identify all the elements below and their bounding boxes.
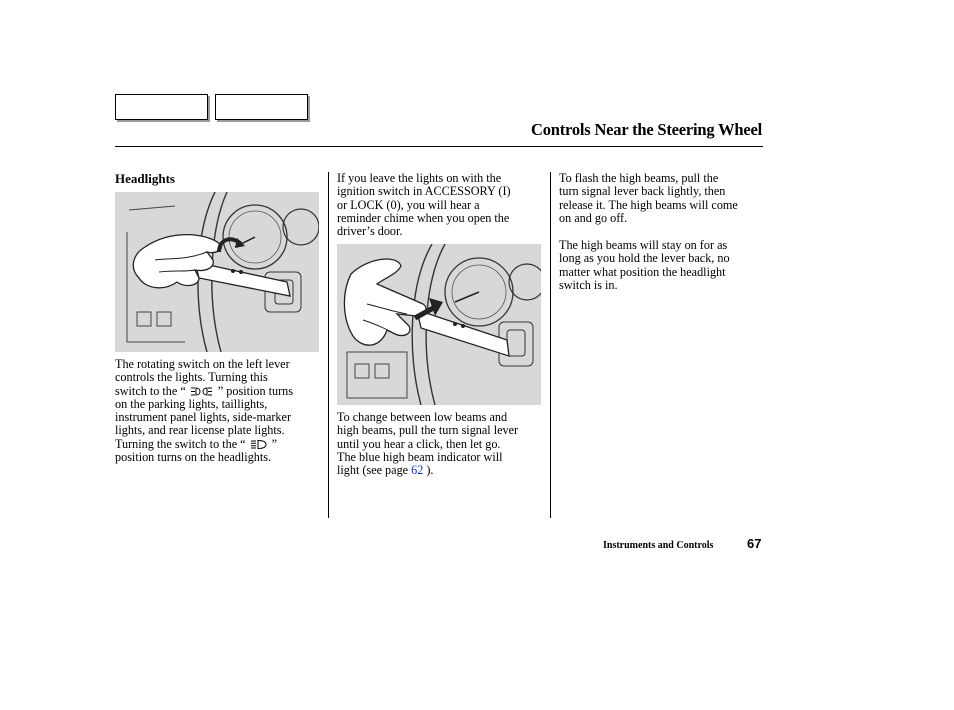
headlight-switch-figure [115, 192, 319, 352]
nav-tab-1[interactable] [115, 94, 208, 120]
col3-paragraph-2: The high beams will stay on for as long as you hold the lever back, no matter what position the headlight switch is in. [559, 238, 730, 292]
nav-tab-2[interactable] [215, 94, 308, 120]
column-divider-2 [550, 172, 551, 518]
parking-lights-icon [189, 386, 215, 397]
page-number: 67 [747, 536, 762, 551]
col2-paragraph-2: To change between low beams and high beams, pull the turn signal lever until you hear a click, then let go. The blue high beam indicator will light (see page 62 ). [337, 410, 519, 478]
page-title: Controls Near the Steering Wheel [531, 120, 762, 139]
col2-paragraph-1: If you leave the lights on with the ignition switch in ACCESSORY (I) or LOCK (0), you will hear a reminder chime when you open the driver’s door. [337, 171, 511, 239]
col1-paragraph: The rotating switch on the left lever controls the lights. Turning this switch to the “ ” position turns on the parking lights, taillights, instrument panel lights, side-marker lights, and rear license plate lights. Turning the switch to the “ ” position turns on the headlights. [115, 357, 293, 465]
col3-paragraph-1: To flash the high beams, pull the turn signal lever back lightly, then release it. The high beams will come on and go off. [559, 171, 738, 225]
footer-section-name: Instruments and Controls [603, 540, 714, 551]
column-divider-1 [328, 172, 329, 518]
section-heading: Headlights [115, 171, 175, 186]
hand-pulling-lever-illustration [337, 244, 541, 405]
headlights-icon [249, 439, 269, 450]
hand-rotating-switch-illustration [115, 192, 319, 352]
high-beam-lever-figure [337, 244, 541, 405]
title-rule [115, 146, 763, 147]
page-62-link[interactable]: 62 [411, 463, 424, 478]
